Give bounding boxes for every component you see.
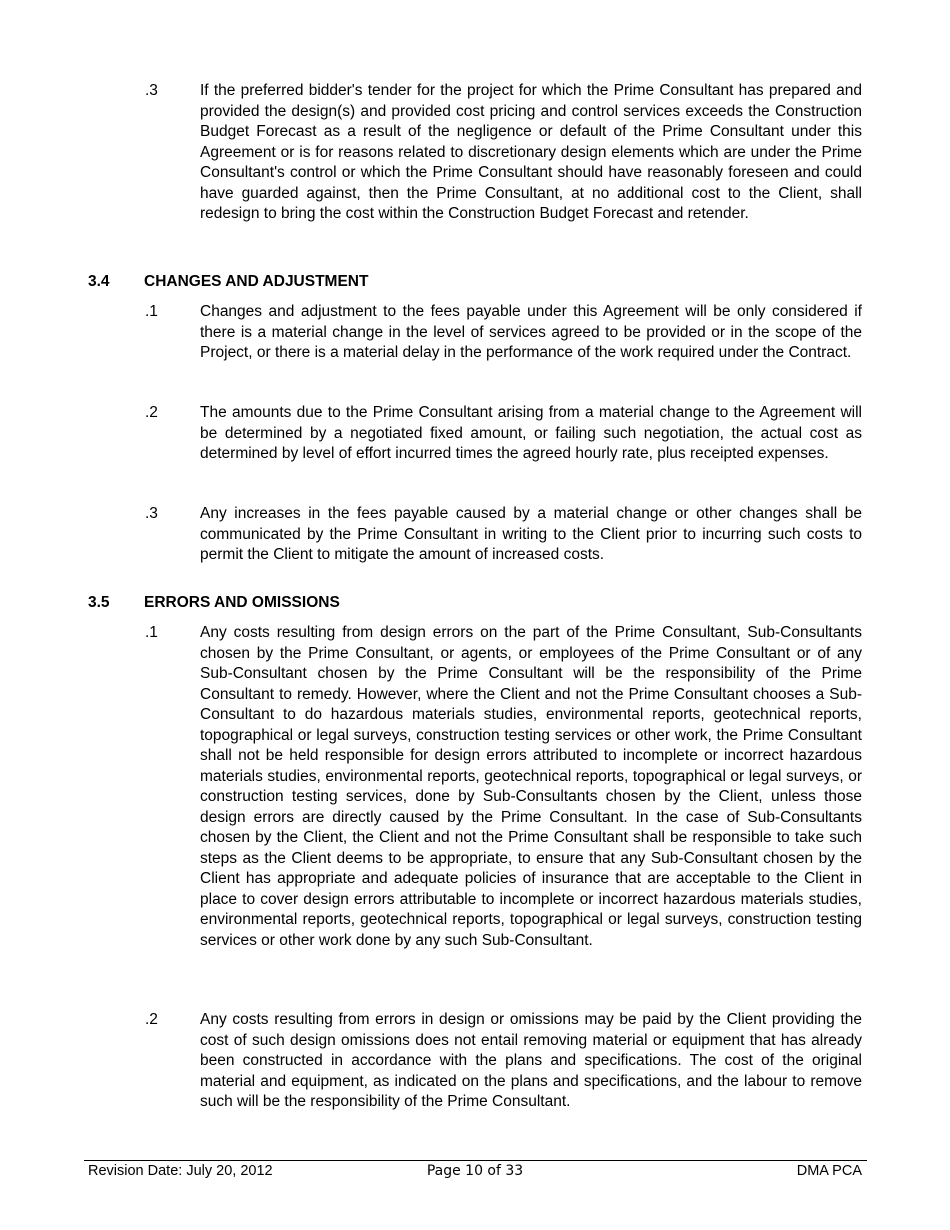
clause-3-4-item-2	[145, 403, 862, 465]
clause-number: .2	[145, 404, 158, 421]
section-title: ERRORS AND OMISSIONS	[144, 594, 340, 611]
clause-text: Any costs resulting from errors in design or omissions may be paid by the Client providing the cost of such design omissions does not entail removing material or equipment that has already been constructed in accordance with the plans and specifications. The cost of the original material and equipment, as indicated on the plans and specifications, and the labour to remove such will be the responsibility of the Prime Consultant.	[200, 1011, 862, 1110]
clause-3-5-item-2	[145, 1010, 862, 1113]
clause-3-5-item-1	[145, 623, 862, 951]
footer-page-number: Page 10 of 33	[426, 1163, 524, 1179]
clause-number: .3	[145, 82, 158, 99]
clause-number: .3	[145, 505, 158, 522]
clause-text: Any increases in the fees payable caused by a material change or other changes shall be communicated by the Prime Consultant in writing to the Client prior to incurring such costs to permit the Client to mitigate the amount of increased costs.	[200, 505, 862, 563]
footer-document-id: DMA PCA	[796, 1163, 862, 1179]
section-title: CHANGES AND ADJUSTMENT	[144, 273, 369, 290]
footer-revision-date: Revision Date: July 20, 2012	[88, 1163, 273, 1179]
section-heading-3-4	[88, 272, 368, 292]
clause-3-4-item-3	[145, 504, 862, 566]
clause-3-4-item-1	[145, 302, 862, 364]
section-number: 3.4	[88, 273, 110, 290]
clause-text: If the preferred bidder's tender for the project for which the Prime Consultant has prepared and provided the design(s) and provided cost pricing and control services exceeds the Construction Budget Forecast as a result of the negligence or default of the Prime Consultant under this Agreement or is for reasons related to discretionary design elements which are under the Prime Consultant's control or which the Prime Consultant should have reasonably foreseen and could have guarded against, then the Prime Consultant, at no additional cost to the Client, shall redesign to bring the cost within the Construction Budget Forecast and retender.	[200, 82, 862, 222]
clause-3-3-item-3	[145, 81, 862, 225]
clause-text: Any costs resulting from design errors on the part of the Prime Consultant, Sub-Consultants chosen by the Prime Consultant, or agents, or employees of the Prime Consultant or of any Sub-Consultant chosen by the Prime Consultant will be the responsibility of the Prime Consultant to remedy. However, where the Client and not the Prime Consultant chooses a Sub-Consultant to do hazardous materials studies, environmental reports, geotechnical reports, topographical or legal surveys, construction testing services or other work, the Prime Consultant shall not be held responsible for design errors attributed to incomplete or incorrect hazardous materials studies, environmental reports, geotechnical reports, topographical or legal surveys, or construction testing services, done by Sub-Consultants chosen by the Client, unless those design errors are directly caused by the Prime Consultant. In the case of Sub-Consultants chosen by the Client, the Client and not the Prime Consultant shall be responsible to take such steps as the Client deems to be appropriate, to ensure that any Sub-Consultant chosen by the Client has appropriate and adequate policies of insurance that are acceptable to the Client in place to cover design errors attributable to incomplete or incorrect hazardous materials studies, environmental reports, geotechnical reports, topographical or legal surveys, construction testing services or other work done by any such Sub-Consultant.	[200, 624, 862, 949]
clause-text: The amounts due to the Prime Consultant arising from a material change to the Agreement will be determined by a negotiated fixed amount, or failing such negotiation, the actual cost as determined by level of effort incurred times the agreed hourly rate, plus receipted expenses.	[200, 404, 862, 462]
section-number: 3.5	[88, 594, 110, 611]
clause-number: .1	[145, 303, 158, 320]
clause-number: .1	[145, 624, 158, 641]
clause-text: Changes and adjustment to the fees payable under this Agreement will be only considered if there is a material change in the level of services agreed to be provided or in the scope of the Project, or there is a material delay in the performance of the work required under the Contract.	[200, 303, 862, 361]
clause-number: .2	[145, 1011, 158, 1028]
footer-divider	[84, 1160, 867, 1161]
section-heading-3-5	[88, 593, 340, 613]
